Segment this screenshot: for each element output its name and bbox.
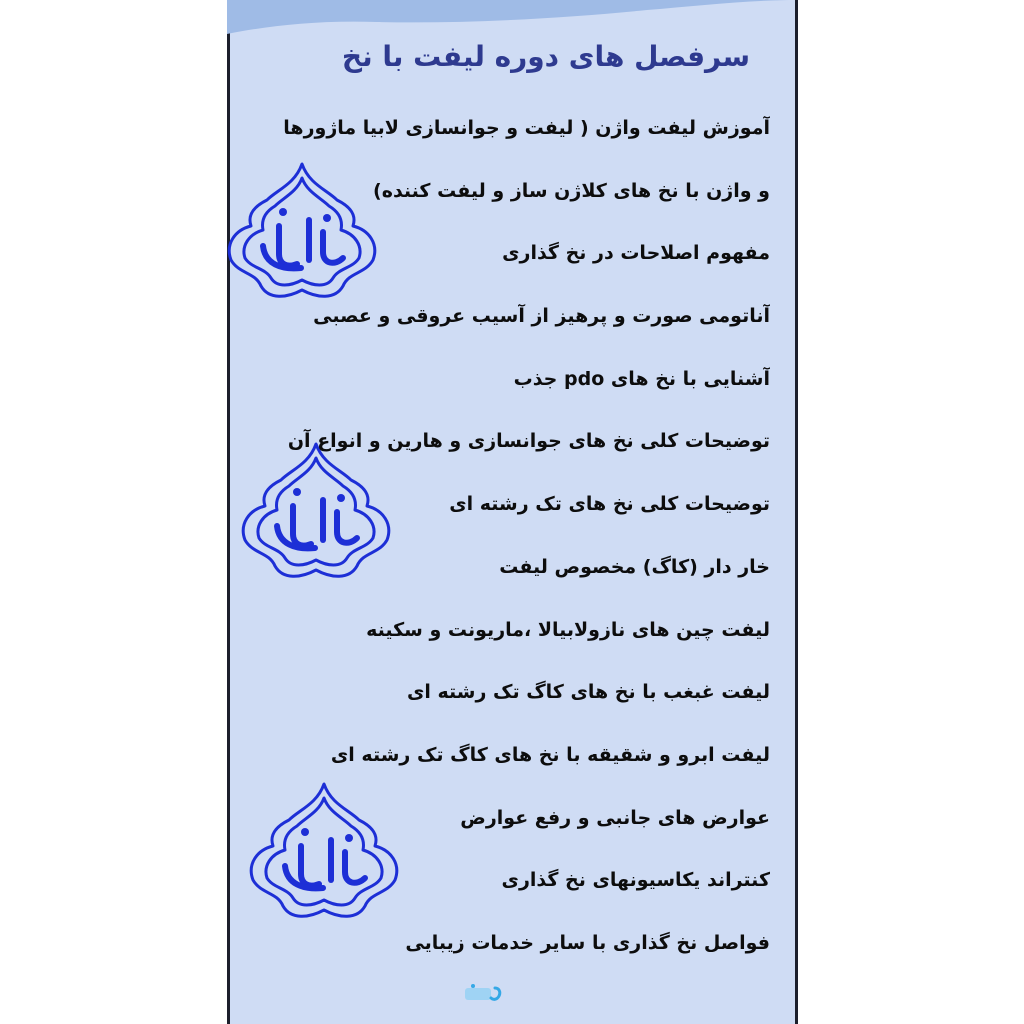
list-item: لیفت ابرو و شقیقه با نخ های کاگ تک رشته ای [330, 743, 770, 766]
list-item: کنتراند یکاسیونهای نخ گذاری [501, 869, 770, 892]
syllabus-list [230, 108, 770, 986]
list-item: و واژن با نخ های کلاژن ساز و لیفت کننده) [373, 179, 770, 202]
list-item: لیفت چین های نازولابیالا ،ماریونت و سکینه [366, 618, 770, 641]
story-card [227, 0, 798, 1024]
list-item: فواصل نخ گذاری با سایر خدمات زیبایی [405, 931, 770, 954]
card-right-edge [795, 0, 798, 1024]
list-item: آموزش لیفت واژن ( لیفت و جوانسازی لابیا ماژورها [283, 117, 770, 139]
list-item: توضیحات کلی نخ های جوانسازی و هارین و انواع آن [287, 430, 770, 453]
list-item: توضیحات کلی نخ های تک رشته ای [449, 493, 770, 516]
list-item: مفهوم اصلاحات در نخ گذاری [502, 242, 770, 265]
list-item: آناتومی صورت و پرهیز از آسیب عروقی و عصبی [313, 305, 770, 328]
story-title: سرفصل های دوره لیفت با نخ [341, 40, 750, 73]
list-item: خار دار (کاگ) مخصوص لیفت [499, 555, 770, 578]
top-wave-decoration [227, 0, 798, 40]
footer-logo-icon [463, 982, 513, 1004]
list-item: لیفت غبغب با نخ های کاگ تک رشته ای [406, 681, 770, 704]
list-item: عوارض های جانبی و رفع عوارض [460, 806, 770, 829]
list-item: آشنایی با نخ های pdo جذب [513, 367, 770, 390]
